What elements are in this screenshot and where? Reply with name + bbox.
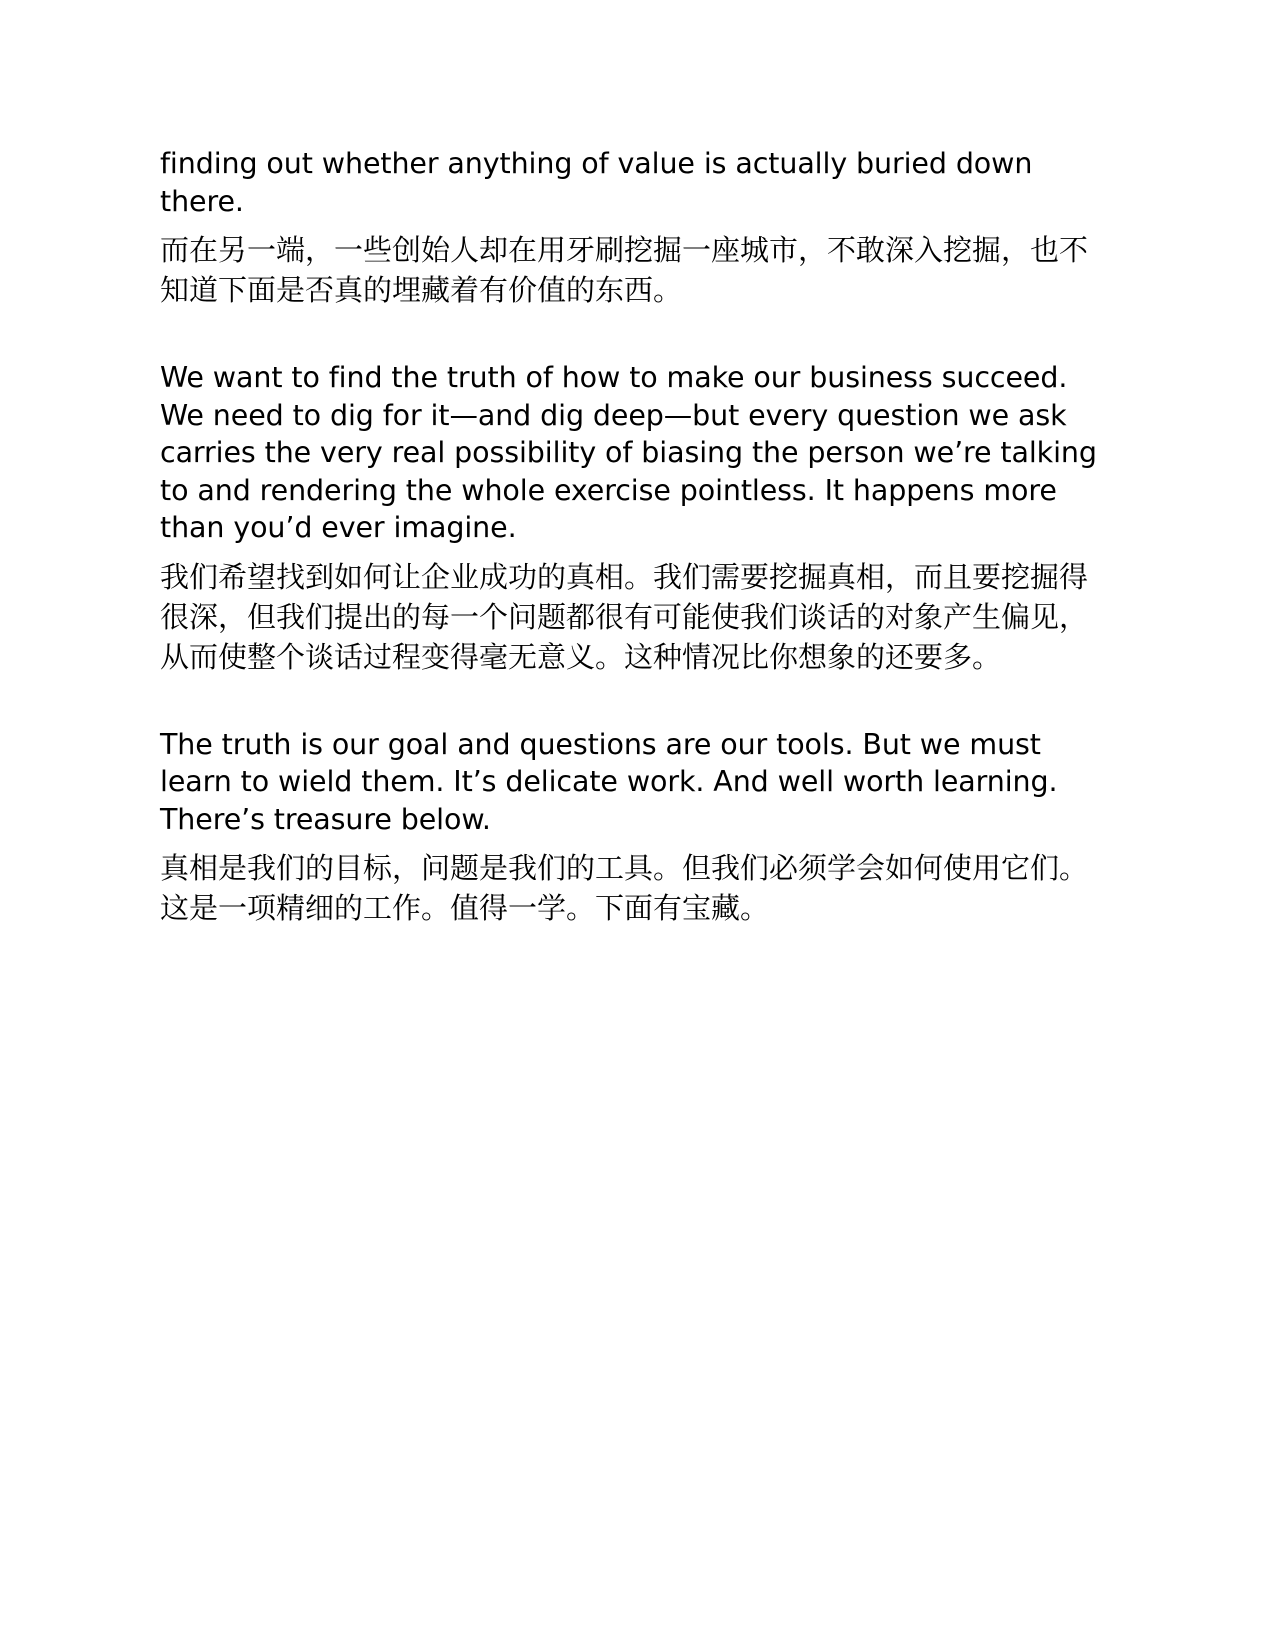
- chinese-paragraph: 真相是我们的目标，问题是我们的工具。但我们必须学会如何使用它们。这是一项精细的工作。值得一学。下面有宝藏。: [160, 851, 1089, 925]
- english-paragraph: We want to find the truth of how to make our business succeed. We need to dig for it—and dig deep—but every question we ask carries the very real possibility of biasing the person we’re talking to and rendering the whole exercise pointless. It happens more than you’d ever imagine.: [160, 361, 1097, 544]
- english-paragraph: The truth is our goal and questions are our tools. But we must learn to wield them. It’s delicate work. And well worth learning. There’s treasure below.: [160, 727, 1058, 836]
- paragraph-pair: [160, 145, 1115, 310]
- paragraph-pair: [160, 359, 1115, 677]
- document-page: [160, 145, 1115, 977]
- chinese-paragraph: 而在另一端，一些创始人却在用牙刷挖掘一座城市，不敢深入挖掘，也不知道下面是否真的埋藏着有价值的东西。: [160, 233, 1089, 307]
- english-paragraph: finding out whether anything of value is actually buried down there.: [160, 147, 1033, 218]
- paragraph-pair: [160, 726, 1115, 929]
- chinese-paragraph: 我们希望找到如何让企业成功的真相。我们需要挖掘真相，而且要挖掘得很深，但我们提出的每一个问题都很有可能使我们谈话的对象产生偏见，从而使整个谈话过程变得毫无意义。这种情况比你想象的还要多。: [160, 559, 1089, 674]
